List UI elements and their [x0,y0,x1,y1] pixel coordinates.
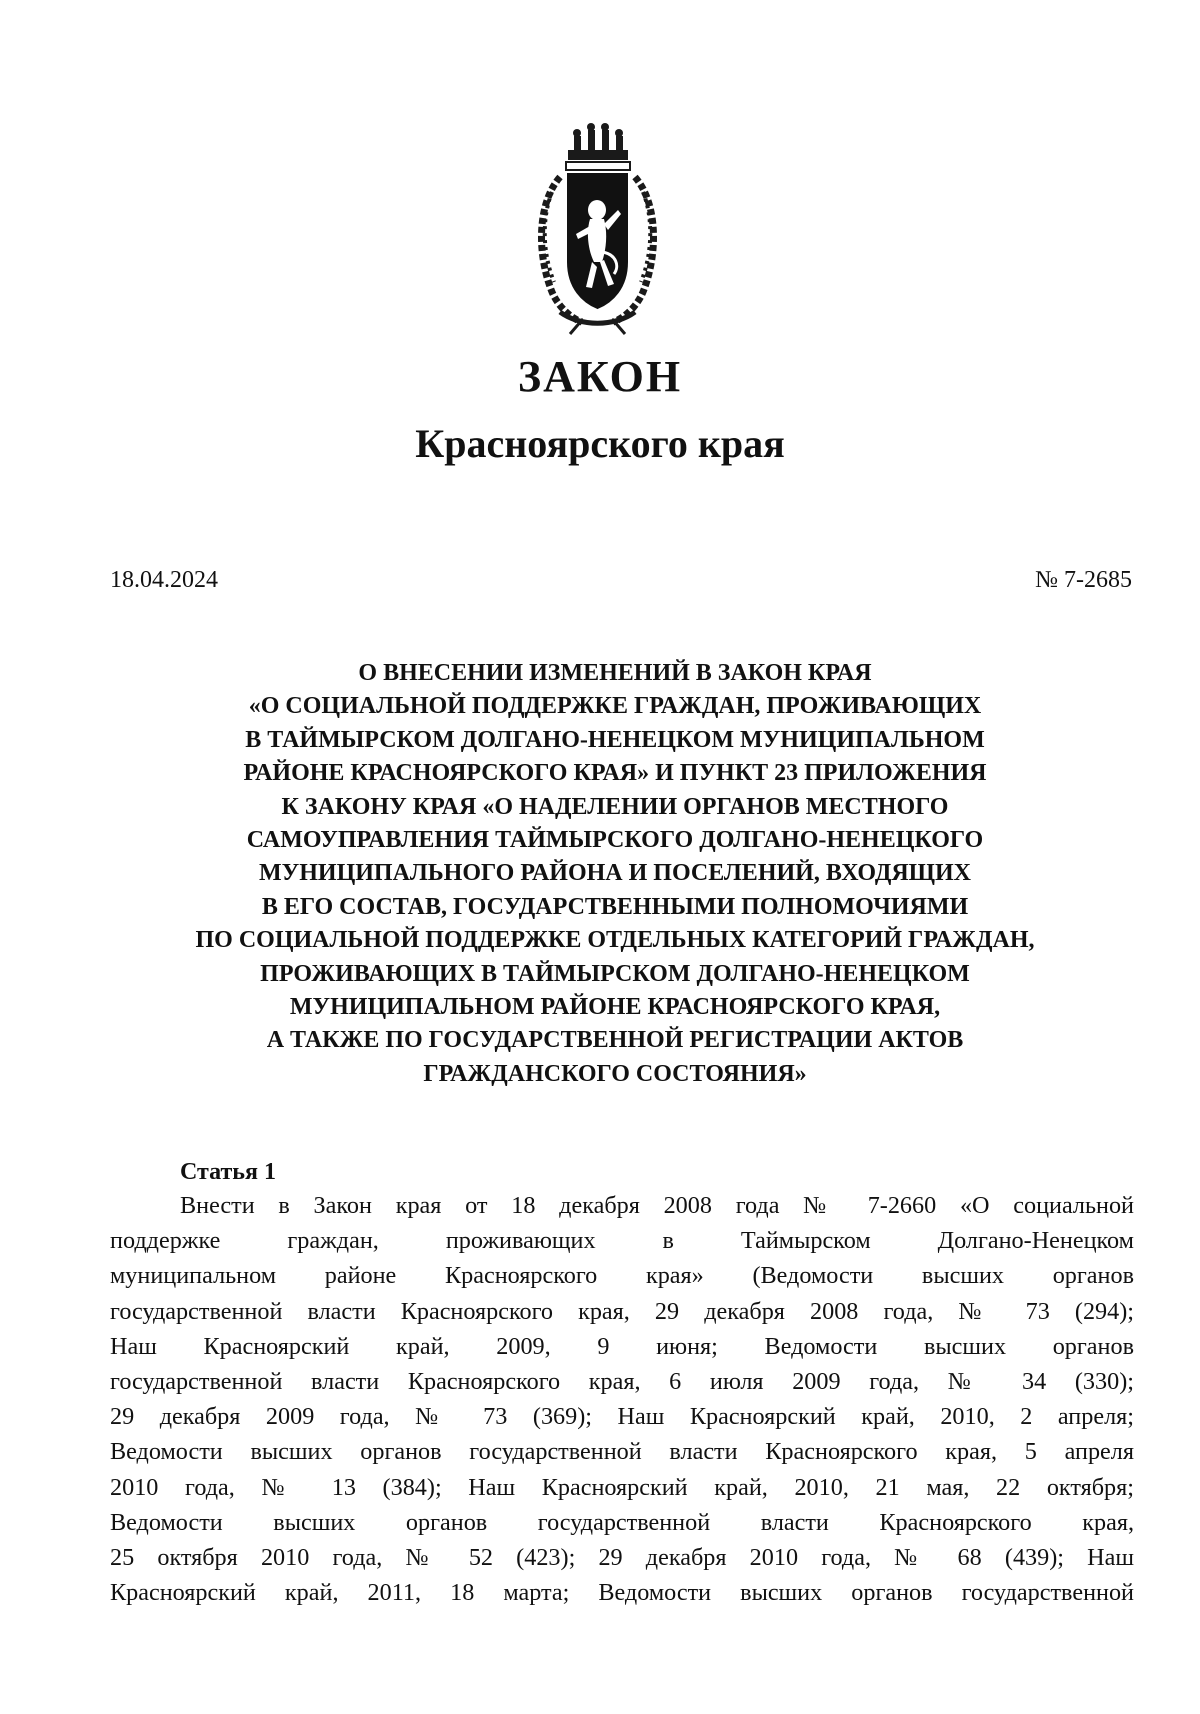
document-date: 18.04.2024 [110,567,218,593]
heading-line: В ЕГО СОСТАВ, ГОСУДАРСТВЕННЫМИ ПОЛНОМОЧИЯМИ [261,893,969,920]
heading-line: РАЙОНЕ КРАСНОЯРСКОГО КРАЯ» И ПУНКТ 23 ПРИЛОЖЕНИЯ [243,760,987,787]
body-line: 25 октября 2010 года, № 52 (423); 29 декабря 2010 года, № 68 (439); Наш [110,1544,1134,1572]
law-heading [100,657,1130,1091]
heading-line: О ВНЕСЕНИИ ИЗМЕНЕНИЙ В ЗАКОН КРАЯ [358,660,872,686]
body-line: Ведомости высших органов государственной власти Красноярского края, 5 апреля [110,1438,1134,1466]
heading-line: ГРАЖДАНСКОГО СОСТОЯНИЯ» [423,1060,807,1087]
law-region: Красноярского края [415,421,785,466]
body-line: Красноярский край, 2011, 18 марта; Ведомости высших органов государственной [110,1579,1134,1607]
body-line: государственной власти Красноярского края, 6 июля 2009 года, № 34 (330); [110,1368,1134,1396]
body-line: Внести в Закон края от 18 декабря 2008 года № 7-2660 «О социальной [180,1192,1134,1219]
heading-line: ПО СОЦИАЛЬНОЙ ПОДДЕРЖКЕ ОТДЕЛЬНЫХ КАТЕГОРИЙ ГРАЖДАН, [195,927,1035,954]
heading-line: К ЗАКОНУ КРАЯ «О НАДЕЛЕНИИ ОРГАНОВ МЕСТНОГО [281,793,949,820]
body-line: Ведомости высших органов государственной власти Красноярского края, [110,1508,1134,1536]
body-line: 29 декабря 2009 года, № 73 (369); Наш Красноярский край, 2010, 2 апреля; [110,1403,1134,1431]
law-title: ЗАКОН [517,352,683,401]
body-line: муниципальном районе Красноярского края» (Ведомости высших органов [110,1262,1134,1290]
heading-line: А ТАКЖЕ ПО ГОСУДАРСТВЕННОЙ РЕГИСТРАЦИИ АКТОВ [266,1027,964,1054]
heading-line: МУНИЦИПАЛЬНОГО РАЙОНА И ПОСЕЛЕНИЙ, ВХОДЯЩИХ [258,860,972,887]
heading-line: «О СОЦИАЛЬНОЙ ПОДДЕРЖКЕ ГРАЖДАН, ПРОЖИВАЮЩИХ [248,693,982,720]
heading-line: ПРОЖИВАЮЩИХ В ТАЙМЫРСКОМ ДОЛГАНО-НЕНЕЦКОМ [260,960,970,987]
article-body [110,1188,1134,1610]
heading-line: В ТАЙМЫРСКОМ ДОЛГАНО-НЕНЕЦКОМ МУНИЦИПАЛЬНОМ [245,726,985,753]
body-line: 2010 года, № 13 (384); Наш Красноярский край, 2010, 21 мая, 22 октября; [110,1473,1134,1501]
coat-of-arms-icon [530,122,665,337]
document-number: № 7-2685 [1035,567,1132,593]
heading-line: МУНИЦИПАЛЬНОМ РАЙОНЕ КРАСНОЯРСКОГО КРАЯ, [289,994,941,1021]
heading-line: САМОУПРАВЛЕНИЯ ТАЙМЫРСКОГО ДОЛГАНО-НЕНЕЦКОГО [246,827,984,854]
article-title: Статья 1 [180,1159,276,1185]
body-line: государственной власти Красноярского края, 29 декабря 2008 года, № 73 (294); [110,1297,1134,1325]
body-line: Наш Красноярский край, 2009, 9 июня; Ведомости высших органов [110,1332,1134,1360]
body-line: поддержке граждан, проживающих в Таймырском Долгано-Ненецком [110,1227,1134,1255]
